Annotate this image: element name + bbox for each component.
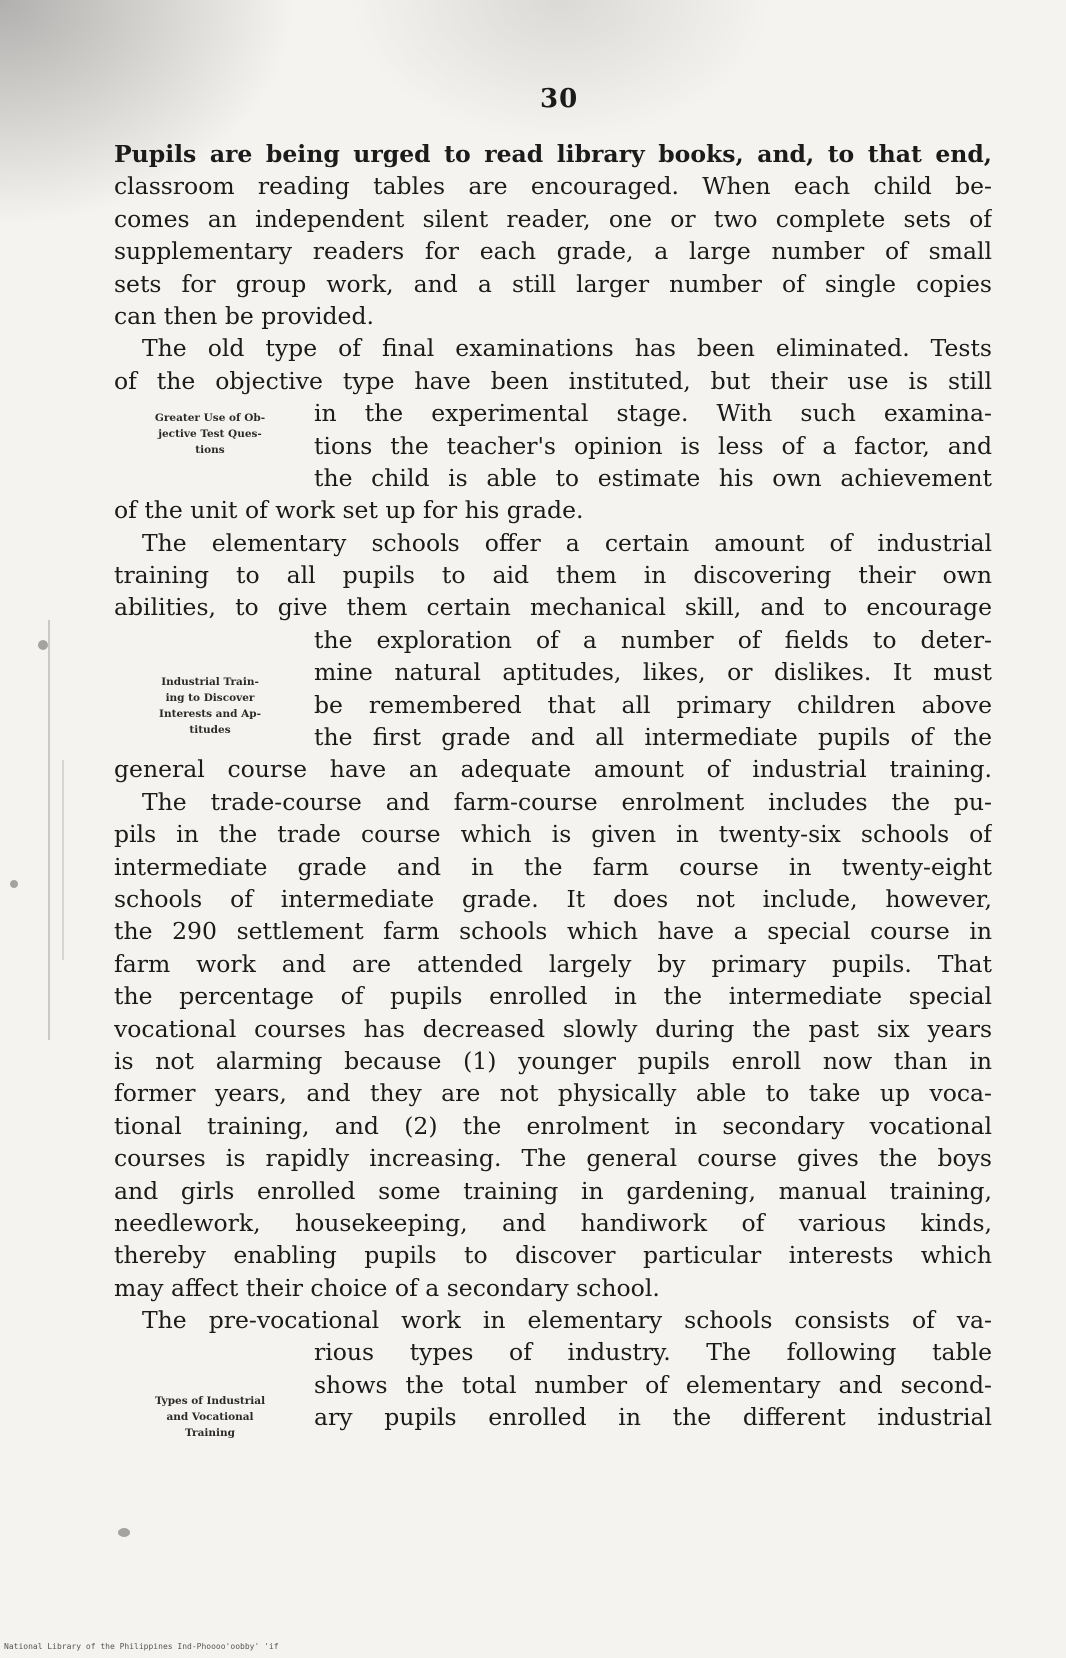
sidenote-line: ing to Discover [165,692,255,704]
binding-mark [62,760,64,960]
text-line: rious types of industry. The following table [314,1338,992,1367]
text-line: ary pupils enrolled in the different industrial [314,1403,992,1432]
text-line: general course have an adequate amount of industrial training. [114,755,992,784]
sidenote-line: tions [195,444,225,456]
sidenote-line: titudes [189,724,231,736]
sidenote-industrial-training [112,674,308,738]
text-line: intermediate grade and in the farm course in twenty-eight [114,852,992,881]
text-line: can then be provided. [114,301,374,330]
sidenote-line: Types of Industrial [154,1395,266,1407]
text-line: of the unit of work set up for his grade. [114,496,584,525]
sidenote-line: Training [185,1427,235,1439]
text-line: the 290 settlement farm schools which have a special course in [114,917,992,946]
text-line: farm work and are attended largely by primary pupils. That [114,949,992,978]
text-line: of the objective type have been instituted, but their use is still [114,366,992,395]
sidenote-line: Industrial Train- [161,676,259,688]
text-line: and girls enrolled some training in gardening, manual training, [114,1176,992,1205]
scan-speck [38,640,48,650]
sidenote-line: and Vocational [166,1411,254,1423]
text-line: The old type of final examinations has been eliminated. Tests [142,334,992,363]
text-line: thereby enabling pupils to discover particular interests which [114,1241,992,1270]
text-line: schools of intermediate grade. It does not include, however, [114,884,992,913]
scan-speck [118,1528,130,1537]
body-text [114,138,992,1434]
text-line: the percentage of pupils enrolled in the intermediate special [114,982,992,1011]
text-line: courses is rapidly increasing. The general course gives the boys [114,1144,992,1173]
text-line: tions the teacher's opinion is less of a factor, and [314,431,992,460]
text-line: supplementary readers for each grade, a large number of small [114,237,992,266]
text-line: The trade-course and farm-course enrolment includes the pu- [142,787,992,816]
text-line: the first grade and all intermediate pupils of the [314,723,992,752]
scan-speck [10,880,18,888]
text-line: The elementary schools offer a certain amount of industrial [142,528,992,557]
text-line: sets for group work, and a still larger number of single copies [114,269,992,298]
text-line: comes an independent silent reader, one or two complete sets of [114,204,992,233]
text-line: the exploration of a number of fields to deter- [314,625,992,654]
scan-footer: National Library of the Philippines Ind-Phoooo'oobby' 'if [4,1642,279,1651]
text-line: is not alarming because (1) younger pupils enroll now than in [114,1046,992,1075]
text-line: in the experimental stage. With such examina- [314,399,992,428]
text-line: be remembered that all primary children above [314,690,992,719]
text-line: former years, and they are not physically able to take up voca- [114,1079,992,1108]
text-line: The pre-vocational work in elementary schools consists of va- [142,1306,992,1335]
sidenote-line: Interests and Ap- [159,708,261,720]
sidenote-types-of-training [112,1393,308,1441]
sidenote-objective-tests [112,410,308,458]
text-line: vocational courses has decreased slowly during the past six years [114,1014,992,1043]
text-line: the child is able to estimate his own achievement [314,463,992,492]
binding-mark [48,620,50,1040]
text-line: Pupils are being urged to read library books, and, to that end, [114,140,992,168]
text-line: classroom reading tables are encouraged. When each child be- [114,172,992,201]
text-line: may affect their choice of a secondary school. [114,1273,660,1302]
text-line: tional training, and (2) the enrolment in secondary vocational [114,1111,992,1140]
page-number: 30 [540,84,579,114]
text-line: training to all pupils to aid them in discovering their own [114,561,992,590]
sidenote-line: jective Test Ques- [158,428,262,440]
text-line: shows the total number of elementary and second- [314,1370,992,1399]
sidenote-line: Greater Use of Ob- [154,412,266,424]
text-line: abilities, to give them certain mechanical skill, and to encourage [114,593,992,622]
text-line: pils in the trade course which is given in twenty-six schools of [114,820,992,849]
text-line: mine natural aptitudes, likes, or dislikes. It must [314,658,992,687]
text-line: needlework, housekeeping, and handiwork of various kinds, [114,1208,992,1237]
